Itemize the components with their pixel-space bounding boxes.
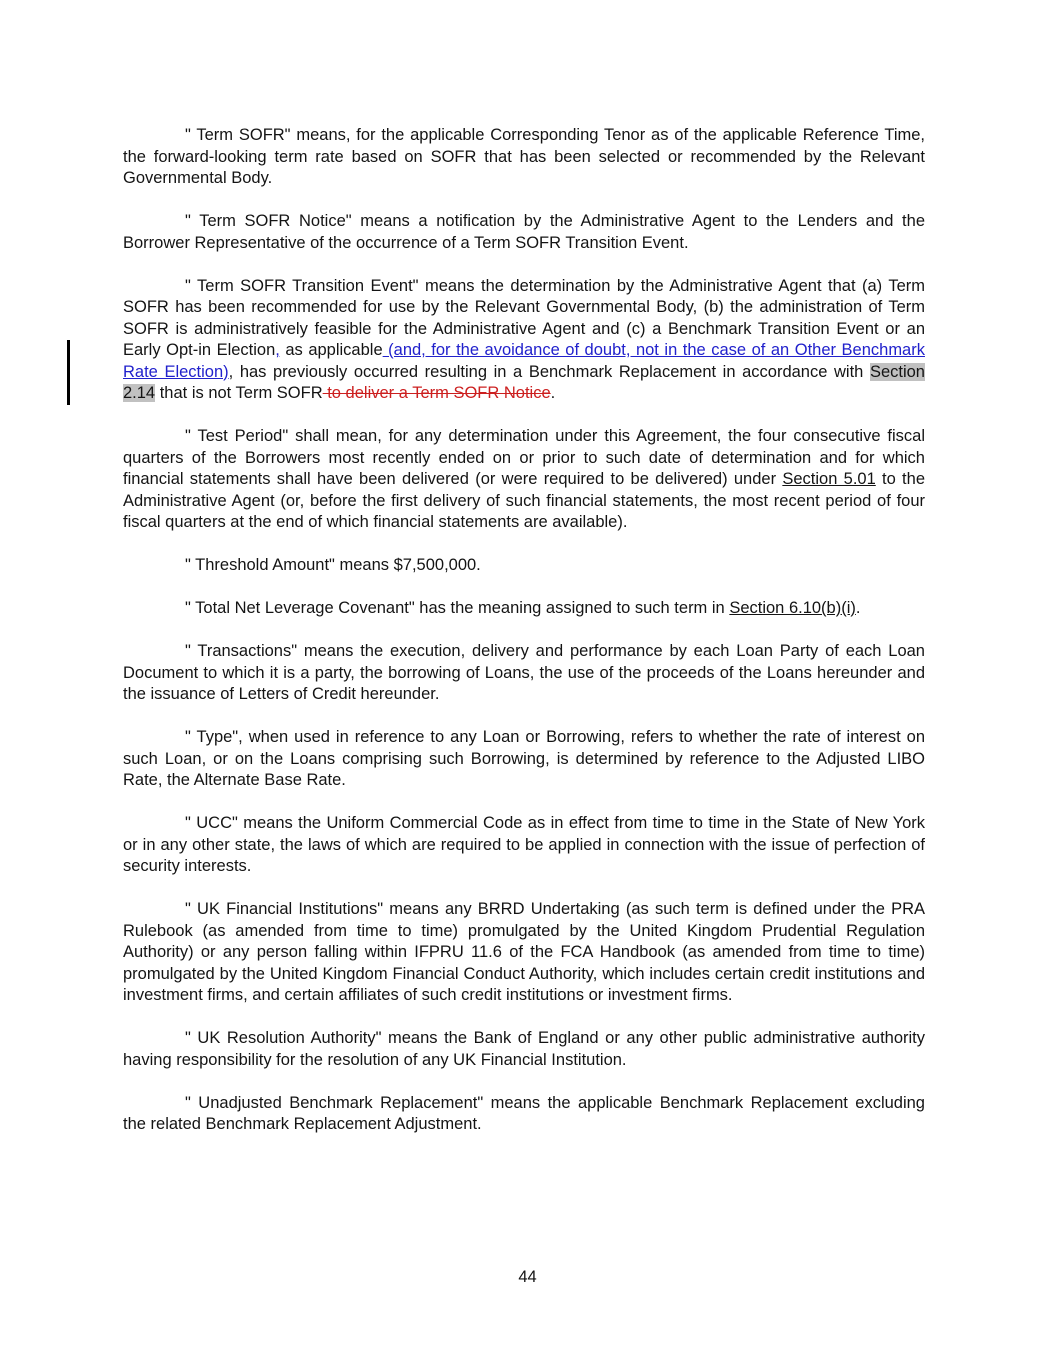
definition-type [123,727,925,792]
definition-text: as applicable [279,341,383,359]
definition-total-net-leverage-covenant [123,598,925,620]
cross-reference: Section 5.01 [782,470,876,488]
document-body [123,125,925,1157]
deleted-text: to deliver a Term SOFR Notice [322,384,551,402]
definition-term-sofr [123,125,925,190]
inserted-text: , [275,341,280,359]
definition-transactions [123,641,925,706]
definition-unadjusted-benchmark-replacement [123,1093,925,1136]
highlight-text: Section 2.14 [123,362,925,402]
inserted-text: (and, for the avoidance of doubt, not in the case of an Other Benchmark Rate Election) [123,341,925,381]
definition-text: " UK Resolution Authority" means the Bank of England or any other public administrative authority having responsibility for the resolution of any UK Financial Institution. [123,1029,925,1069]
page-number: 44 [518,1268,537,1286]
definition-text: to the Administrative Agent (or, before the first delivery of such financial statements, the most recent period of four fiscal quarters at the end of which financial statements are available). [123,470,925,531]
definition-text: " Threshold Amount" means $7,500,000. [185,556,481,574]
definition-text: that is not Term SOFR [155,384,323,402]
definition-text: " UK Financial Institutions" means any BRRD Undertaking (as such term is defined under the PRA Rulebook (as amended from time to time) promulgated by the United Kingdom Prudential Regulation Authority) or any person falling within IFPRU 11.6 of the FCA Handbook (as amended from time to time) promulgated by the United Kingdom Financial Conduct Authority, which includes certain credit institutions and investment firms, and certain affiliates of such credit institutions or investment firms. [123,900,925,1004]
definition-text: " Type", when used in reference to any Loan or Borrowing, refers to whether the rate of interest on such Loan, or on the Loans comprising such Borrowing, is determined by reference to the Adjusted LIBO Rate, the Alternate Base Rate. [123,728,925,789]
definition-term-sofr-notice [123,211,925,254]
definition-text: " Transactions" means the execution, delivery and performance by each Loan Party of each Loan Document to which it is a party, the borrowing of Loans, the use of the proceeds of the Loans hereunder and the issuance of Letters of Credit hereunder. [123,642,925,703]
definition-uk-financial-institutions [123,899,925,1007]
definition-term-sofr-transition-event [123,276,925,405]
definition-text: " Total Net Leverage Covenant" has the meaning assigned to such term in [185,599,730,617]
definition-threshold-amount [123,555,925,577]
definition-uk-resolution-authority [123,1028,925,1071]
definition-text: , has previously occurred resulting in a Benchmark Replacement in accordance with [228,362,870,381]
definition-text: . [855,599,861,617]
definition-text: " Unadjusted Benchmark Replacement" means the applicable Benchmark Replacement excluding the related Benchmark Replacement Adjustment. [123,1093,925,1133]
definition-text: " Test Period" shall mean, for any determination under this Agreement, the four consecutive fiscal quarters of the Borrowers most recently ended on or prior to such date of determination and for which financial statements shall have been delivered (or were required to be delivered) under [123,427,925,488]
definition-text: . [550,384,556,402]
definition-text: " Term SOFR Transition Event" means the determination by the Administrative Agent that (a) Term SOFR has been recommended for use by the Relevant Governmental Body, (b) the administration of Term SOFR is administratively feasible for the Administrative Agent and (c) a Benchmark Transition Event or an Early Opt-in Election [123,276,925,359]
definition-text: " Term SOFR" means, for the applicable Corresponding Tenor as of the applicable Reference Time, the forward-looking term rate based on SOFR that has been selected or recommended by the Relevant Governmental Body. [123,126,925,187]
margin-change-bar [67,340,70,405]
definition-text: " UCC" means the Uniform Commercial Code as in effect from time to time in the State of New York or in any other state, the laws of which are required to be applied in connection with the issue of perfection of security interests. [123,814,925,875]
cross-reference: Section 6.10(b)(i) [729,599,856,617]
definition-ucc [123,813,925,878]
definition-text: " Term SOFR Notice" means a notification by the Administrative Agent to the Lenders and the Borrower Representative of the occurrence of a Term SOFR Transition Event. [123,212,925,252]
definition-test-period [123,426,925,534]
